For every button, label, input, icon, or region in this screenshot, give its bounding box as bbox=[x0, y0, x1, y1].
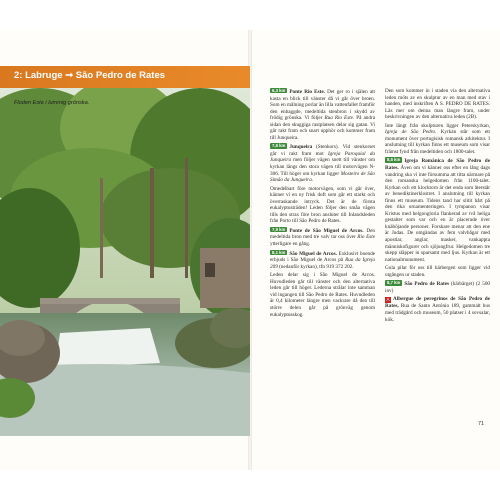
river-photo bbox=[0, 88, 250, 436]
body-text: Rua de Santo António 189, gammalt hus med trädgård och museum, 50 platser i 4 sovsalar, kök. bbox=[385, 303, 490, 323]
church-name: Igreja de São Pedro. bbox=[385, 129, 437, 136]
paragraph-yellow-arrows bbox=[385, 265, 490, 278]
albergue-heading: Albergue de peregrinos de São Pedro de Rates, bbox=[385, 296, 490, 310]
body-text: Kyrkan står som ett monument över portugisisk romansk arkitektur. I anslutning till kyrkan finns ett museum som visar främst fynd från medeltiden och 1800-talet. bbox=[385, 129, 491, 155]
km-tag: 8,1 km bbox=[272, 249, 286, 255]
body-text: (härbärget) (2 500 inv) bbox=[385, 281, 491, 294]
guide-text bbox=[270, 88, 490, 418]
paragraph-ponte-sao-miguel bbox=[270, 227, 375, 248]
place-heading: Junqueira bbox=[289, 144, 313, 151]
body-text: Leden delar sig i São Miguel de Arcos. Huvudleden går till vänster och den alternativa leden går till höger. Lederna strålar inte samman vid ingangen till São Pedro de Rates. Huvudleden är 0,4 kilometer längre men vackrare då den till större delen går på grönväg genom eukalyptusskog. bbox=[270, 272, 375, 318]
place-heading: Igreja Românica de São Pedro de Rates. bbox=[385, 158, 490, 172]
paragraph-sao-miguel bbox=[270, 250, 375, 271]
paragraph-eucalyptus bbox=[270, 186, 375, 225]
page-number: 71 bbox=[478, 421, 485, 427]
paragraph-sculpture bbox=[385, 88, 490, 121]
place-heading: São Miguel de Arcos. bbox=[289, 250, 337, 257]
place-heading: Ponte de São Miguel de Arcos. bbox=[289, 227, 364, 234]
chapter-title: 2: Labruge ➞ São Pedro de Rates bbox=[14, 70, 166, 81]
road-name: Rua Rio Este. bbox=[324, 115, 355, 122]
body-text: (nedanför kyrkan), tfn 919 372 202. bbox=[279, 263, 354, 270]
paragraph-route-split bbox=[270, 272, 375, 318]
body-text: Den som kommer in i staden via den alternativa leden möts av en skulptur av en man med stav i handen, med inskriften A S. PEDRO DE RATES. Läs mer om denna man längre fram, under beskrivningen av den alternativa leden (2B). bbox=[385, 88, 490, 121]
body-text: Åven om vi känner oss efter en lång dags vandring ska vi inte försumma att titta närmare på den romanska helgedomen från 1100-talet. Kyrkan och ett klocktorn är det enda som återstår av benediktinerklostret. I anslutning till kyrkan finns ett museum. Tidens tand har slitit hårt på den rika ornamenteringen. I tympanon visar Kristus med helgongloria flankerad av två heliga gestalter som var och en är placerade över knäböjande personer. Forskare menar att den ene är Judas. De omgändas av fem valvbågar med apostlar, anglar, masker, vankappta människofigurer och sjöjungfrur. Helgedomen tre skepp släpper in sparsamt med ljus. Kyrkan är ett nationalmonument. bbox=[385, 165, 491, 263]
body-text: Inte längt från skulpturen ligger Peterskyrkan, bbox=[385, 122, 490, 129]
body-text: Det ger ro i själen att kasta en blick till vänster då vi går över broen. Som en målning porlar än lilla vattenfallet framför den enbaggde, medeltida stenbron i skydd av frödig grönska. Vi följer bbox=[270, 89, 376, 122]
church-name: Igreja Paroquial da Junqueira bbox=[270, 150, 376, 164]
paragraph-peterskyrkan bbox=[385, 123, 490, 156]
text-column-1 bbox=[270, 88, 375, 418]
place-heading: Ponte Rio Este. bbox=[289, 89, 325, 95]
body-text: Den medeltida bron med tre valv tar oss över bbox=[270, 227, 375, 241]
road-name: Rua da Igreja 209 bbox=[270, 257, 376, 270]
paragraph-junqueira bbox=[270, 143, 375, 183]
text-column-2 bbox=[385, 88, 490, 418]
body-text: men följer vägen snett till vänster om kyrkan längs den stora vägen till motorvägen N-306. Till höger om kyrkan ligger bbox=[270, 157, 375, 177]
paragraph-igreja-romanica bbox=[385, 157, 490, 263]
photo-caption: Floden Este i lummig grönska. bbox=[14, 100, 90, 106]
road-name: Rio Este bbox=[357, 234, 375, 241]
km-tag: 7,9 km bbox=[272, 226, 286, 232]
monastery-name: Mosteiro de São Simão da Junqueira. bbox=[270, 170, 376, 184]
body-text: Gula pilar för oss till härbergen som ligger vid utgången ur staden. bbox=[385, 265, 490, 278]
paragraph-sao-pedro-de-rates bbox=[385, 280, 490, 294]
body-text: Exklusivt boende erbjuds i São Miguel de Arcos på bbox=[270, 250, 376, 264]
body-text: (Stenkors). Vid stenkorset går vi rakt fram mot bbox=[270, 144, 375, 157]
place-heading: São Pedro de Rates bbox=[404, 281, 450, 288]
km-tag: 8,7 km bbox=[387, 280, 401, 286]
body-text: På andra sidan den skuggiga rastplatsen delar sig gatan. Vi går rakt fram och snart upphör och kommer fram till Junqueira. bbox=[270, 115, 375, 141]
paragraph-ponte-rio-este bbox=[270, 88, 375, 141]
km-tag: 7,6 km bbox=[272, 143, 286, 149]
body-text: ytterligare en gång. bbox=[270, 241, 311, 248]
paragraph-albergue bbox=[385, 296, 490, 323]
km-tag: 8,5 km bbox=[387, 157, 401, 163]
albergue-icon: A bbox=[386, 297, 390, 303]
km-tag: 6,3 km bbox=[272, 88, 286, 93]
body-text: Omedelbart före motorvägen, som vi går över, känner vi en ny frisk doft som går ett starkt och överraskande intryck. Det är de första eukalyptusträden! Leden följer den småa vägen tills den strax före bron ansluter till Inlandsleden från Porto till São Pedro de Rates. bbox=[270, 185, 375, 225]
